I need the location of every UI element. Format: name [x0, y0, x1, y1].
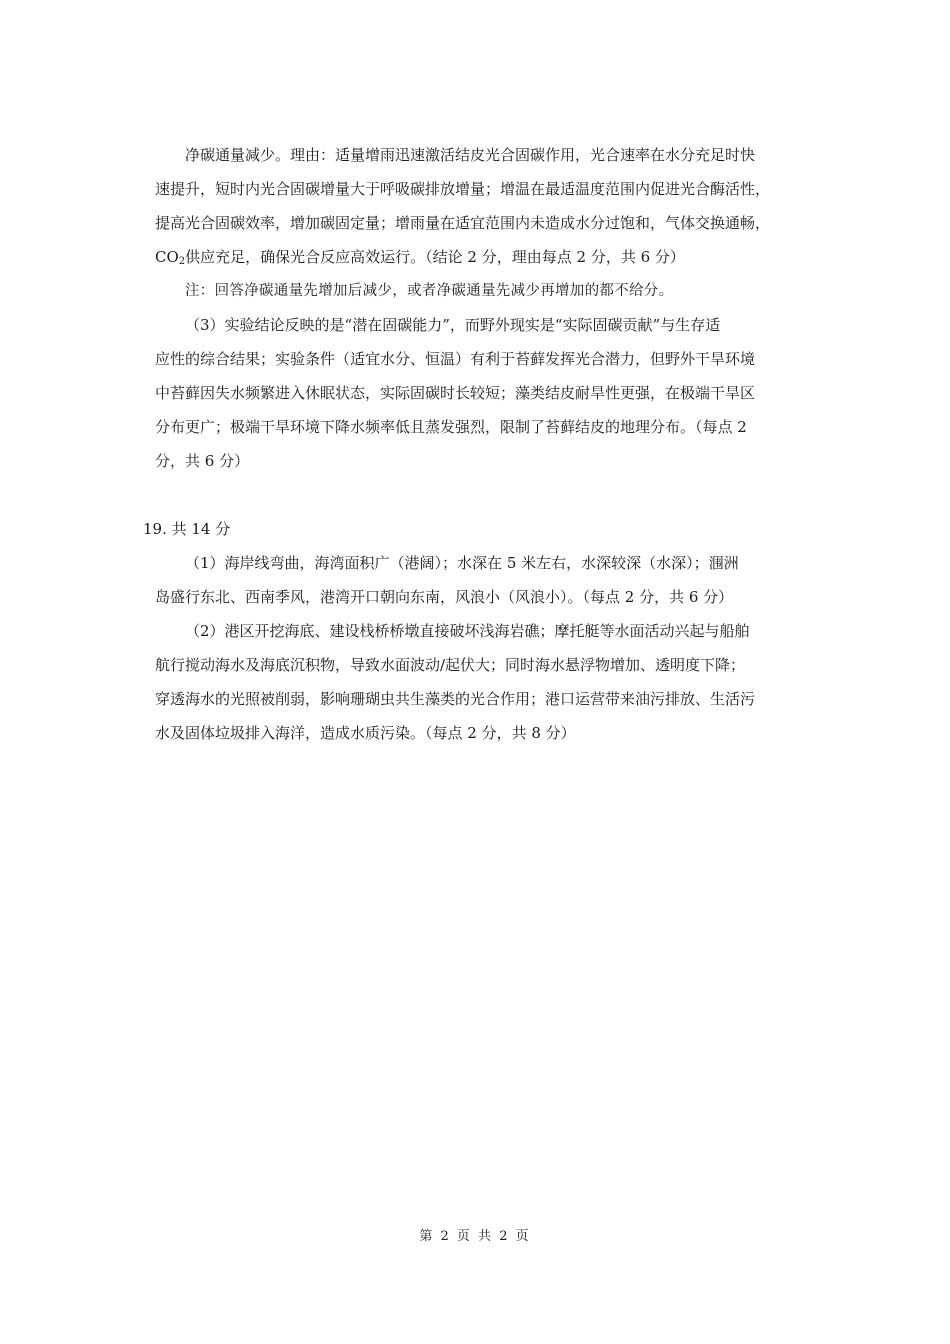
text-line: 航行搅动海水及海底沉积物，导致水面波动/起伏大；同时海水悬浮物增加、透明度下降； — [155, 656, 746, 674]
text-line: 中苔藓因失水频繁进入休眠状态，实际固碳时长较短；藻类结皮耐旱性更强，在极端干旱区 — [155, 384, 756, 402]
co2-rest: 供应充足，确保光合反应高效运行。（结论 2 分，理由每点 2 分，共 6 分） — [185, 248, 685, 266]
text-line: 提高光合固碳效率，增加碳固定量；增雨量在适宜范围内未造成水分过饱和，气体交换通畅， — [155, 214, 771, 232]
text-line: （2）港区开挖海底、建设栈桥桥墩直接破坏浅海岩礁；摩托艇等水面活动兴起与船舶 — [185, 622, 750, 640]
text-line: （3）实验结论反映的是“潜在固碳能力”，而野外现实是“实际固碳贡献”与生存适 — [185, 316, 721, 334]
co2-prefix: CO — [155, 248, 179, 266]
text-line: 穿透海水的光照被削弱，影响珊瑚虫共生藻类的光合作用；港口运营带来油污排放、生活污 — [155, 690, 756, 708]
text-line: 速提升，短时内光合固碳增量大于呼吸碳排放增量；增温在最适温度范围内促进光合酶活性， — [155, 180, 771, 198]
question-19-heading: 19. 共 14 分 — [143, 520, 231, 538]
answer-18-continued — [155, 138, 805, 478]
page-footer: 第 2 页 共 2 页 — [419, 1229, 531, 1244]
text-line: 分，共 6 分） — [155, 452, 250, 470]
co2-subscript: 2 — [178, 256, 186, 267]
text-line: 分布更广；极端干旱环境下降水频率低且蒸发强烈，限制了苔藓结皮的地理分布。（每点 2 — [155, 418, 747, 436]
text-line: （1）海岸线弯曲，海湾面积广（港阔）；水深在 5 米左右，水深较深（水深）；涠洲 — [185, 554, 739, 572]
text-line: 净碳通量减少。理由：适量增雨迅速激活结皮光合固碳作用，光合速率在水分充足时快 — [185, 146, 756, 164]
text-line: 水及固体垃圾排入海洋，造成水质污染。（每点 2 分，共 8 分） — [155, 724, 576, 742]
text-line-co2 — [155, 240, 805, 274]
text-line: 岛盛行东北、西南季风，港湾开口朝向东南，风浪小（风浪小）。（每点 2 分，共 6 分） — [155, 588, 734, 606]
scoring-note: 注：回答净碳通量先增加后减少，或者净碳通量先减少再增加的都不给分。 — [185, 283, 674, 299]
text-line: 应性的综合结果；实验条件（适宜水分、恒温）有利于苔藓发挥光合潜力，但野外干旱环境 — [155, 350, 756, 368]
answer-19 — [155, 546, 805, 750]
